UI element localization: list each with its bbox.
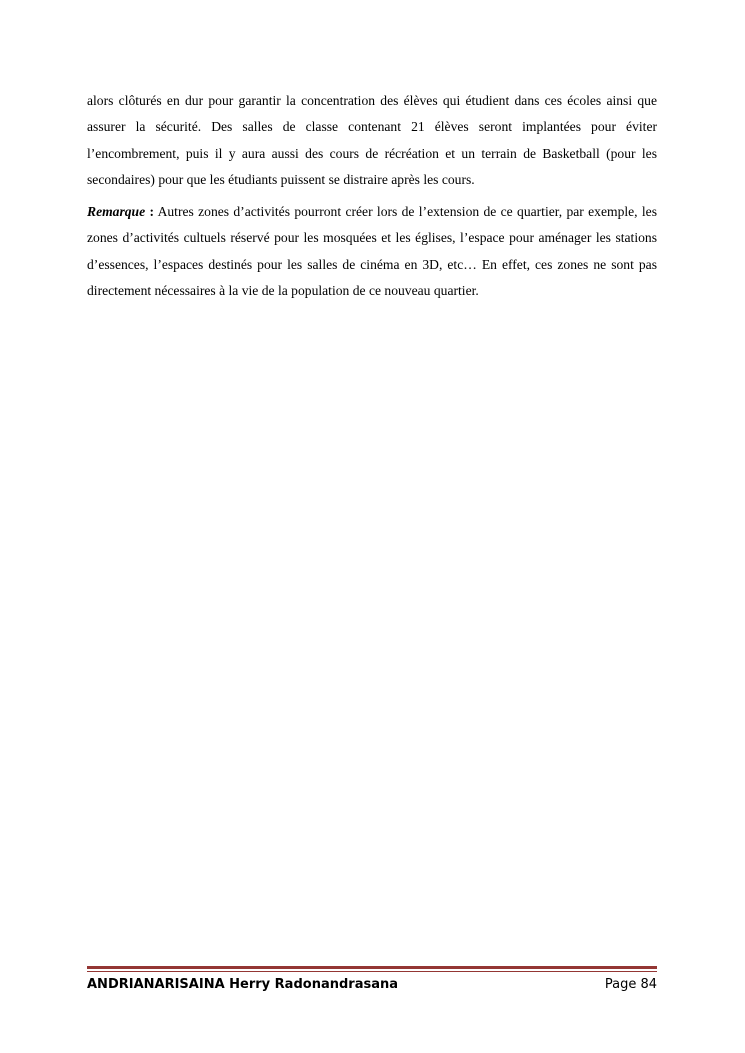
footer-rule-thick xyxy=(87,966,657,969)
page-footer xyxy=(87,975,657,995)
footer-author: ANDRIANARISAINA Herry Radonandrasana xyxy=(87,977,399,992)
paragraph: alors clôturés en dur pour garantir la concentration des élèves qui étudient dans ces écoles ainsi que assurer la sécurité. Des salles de classe contenant 21 élèves seront implantées pour éviter l’encombrement, puis il y aura aussi des cours de récréation et un terrain de Basketball (pour les secondaires) pour que les étudiants puissent se distraire après les cours. xyxy=(87,93,657,187)
footer-rule-thin xyxy=(87,971,657,972)
remark-label: Remarque xyxy=(87,204,146,220)
remark-text: Autres zones d’activités pourront créer lors de l’extension de ce quartier, par exemple, les zones d’activités cultuels réservé pour les mosquées et les églises, l’espace pour aménager les stations d’essences, l’espaces destinés pour les salles de cinéma en 3D, etc… En effet, ces zones ne sont pas directement nécessaires à la vie de la population de ce nouveau quartier. xyxy=(87,204,657,299)
body-text xyxy=(87,88,657,304)
remark-paragraph xyxy=(87,199,657,304)
remark-colon: : xyxy=(145,204,154,220)
page-number: Page 84 xyxy=(604,977,657,992)
